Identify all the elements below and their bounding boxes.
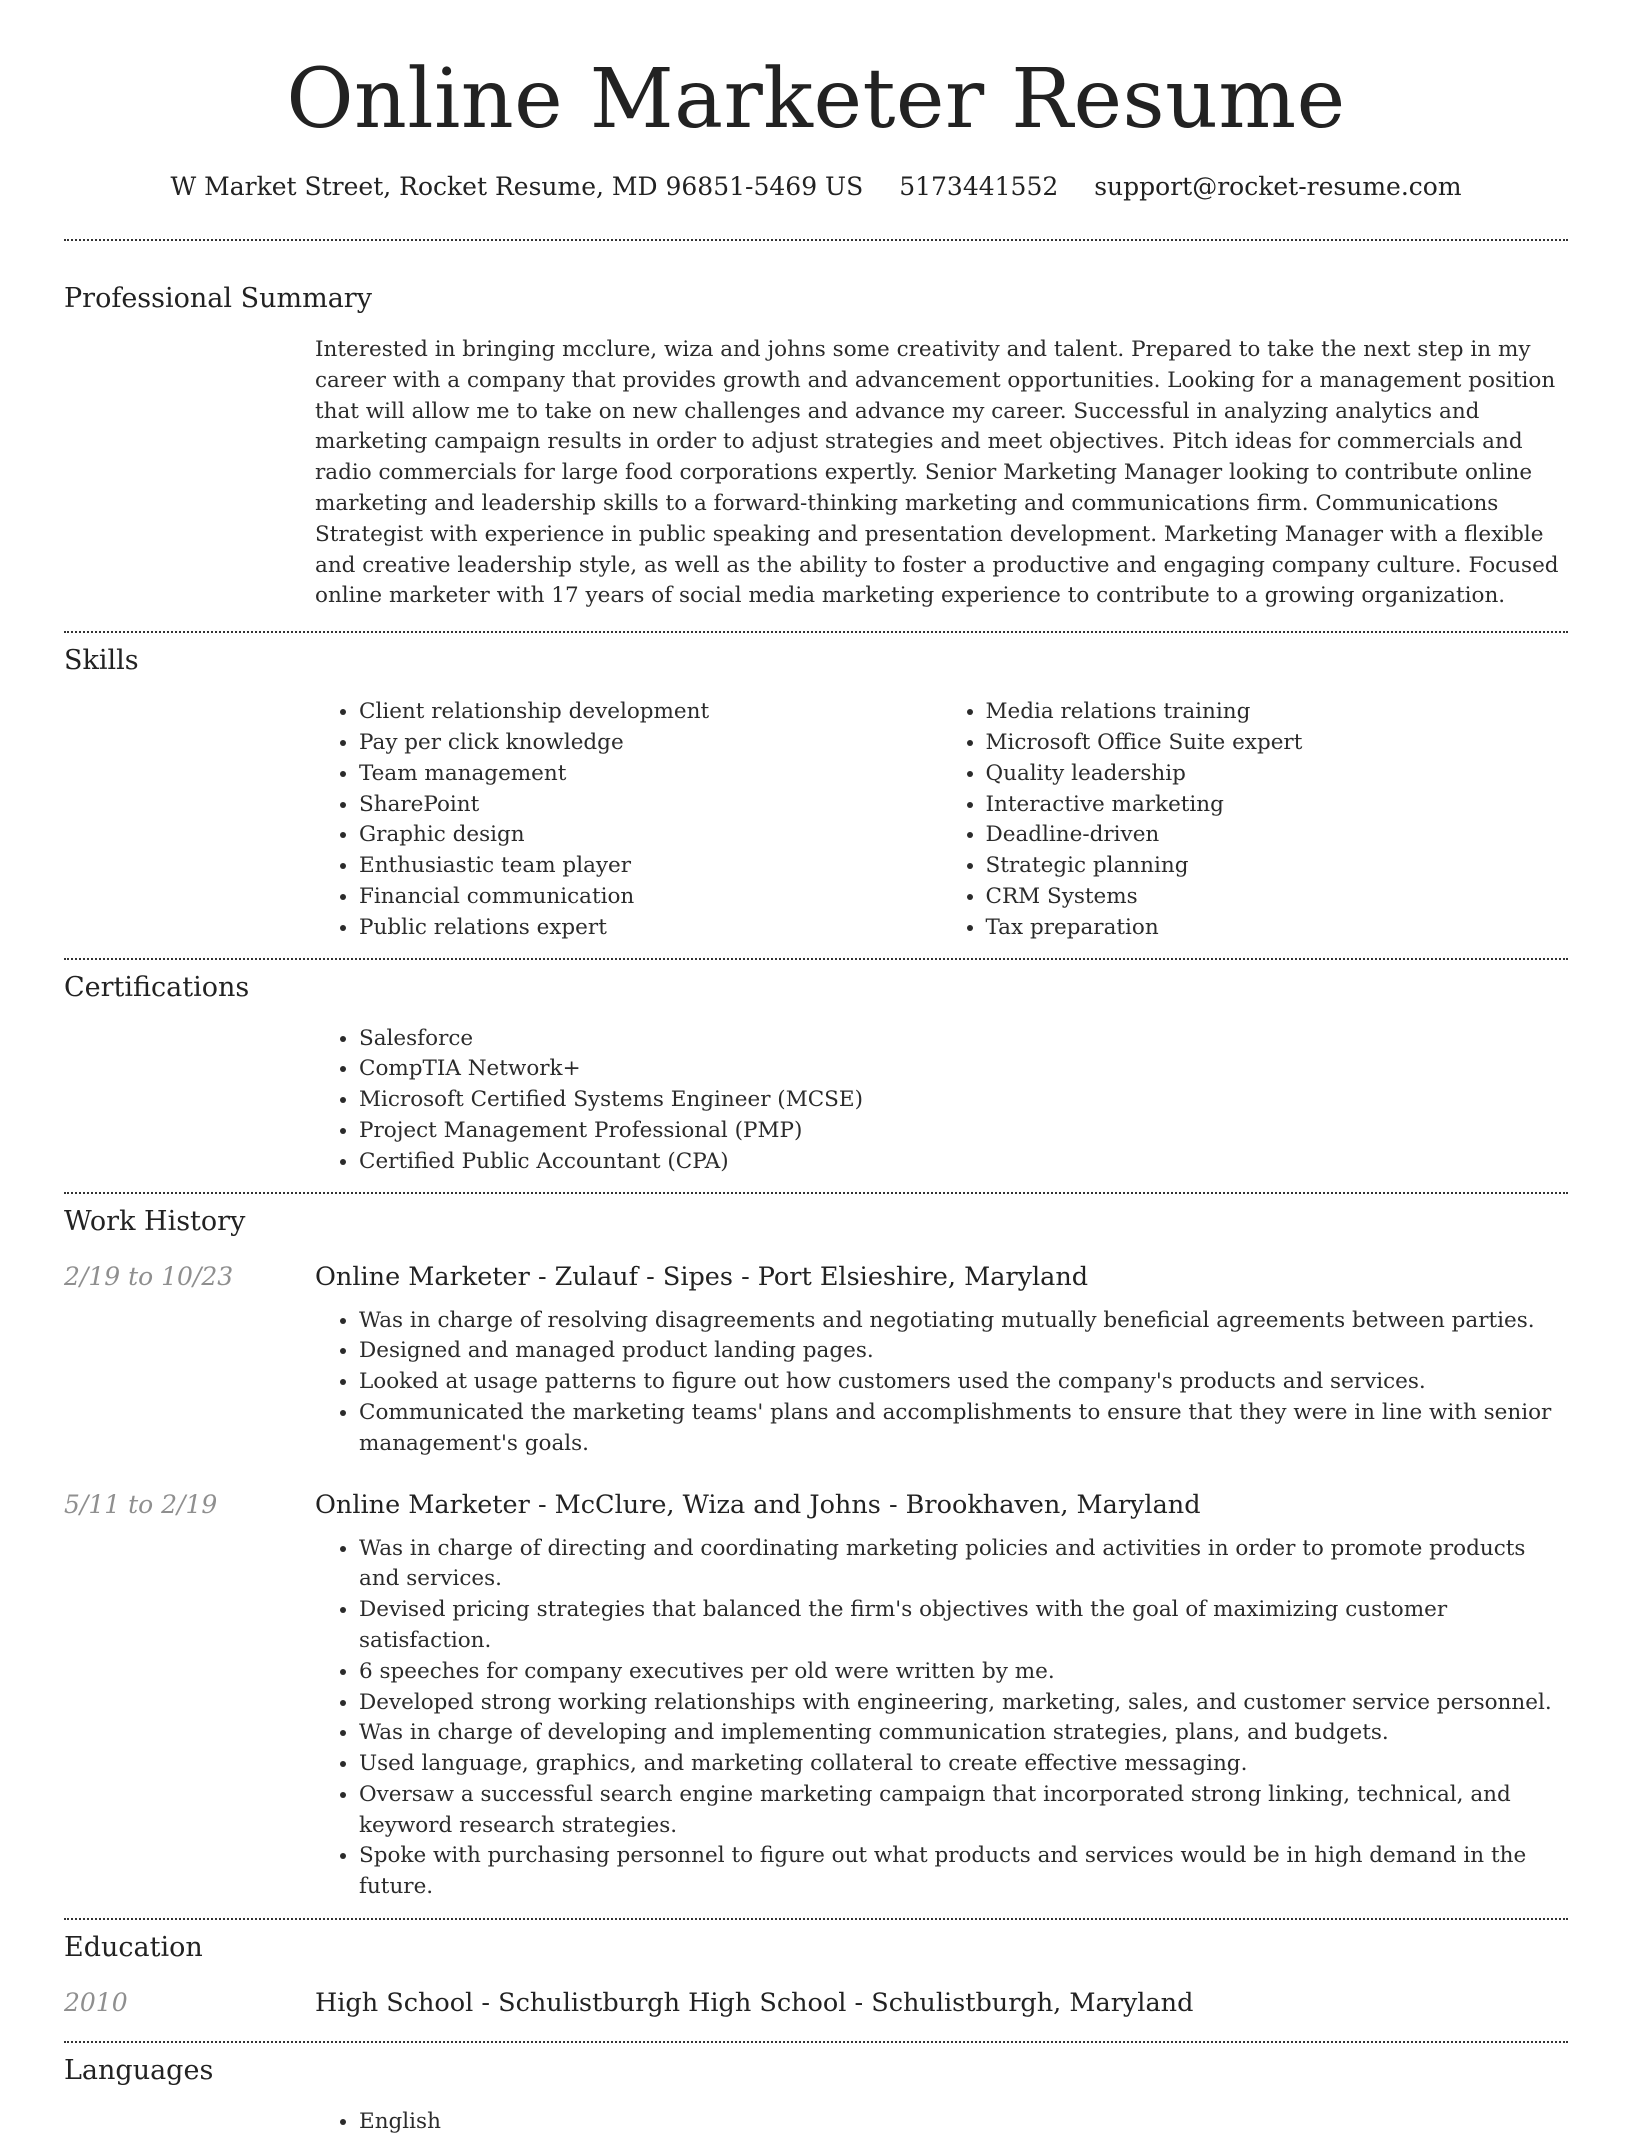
- job-bullets: [315, 1306, 1568, 1460]
- divider: [64, 239, 1568, 241]
- divider: [64, 958, 1568, 960]
- divider: [64, 1918, 1568, 1920]
- languages-section: [64, 2053, 1568, 2138]
- job-bullet: • Spoke with purchasing personnel to figure out what products and services would be in high demand in the future.: [359, 1841, 1568, 1903]
- job-bullet: • Looked at usage patterns to figure out how customers used the company's products and services.: [359, 1367, 1568, 1398]
- contact-email: support@rocket-resume.com: [1094, 172, 1462, 201]
- skill-item: • Team management: [359, 759, 942, 790]
- job-dates: 2/19 to 10/23: [64, 1261, 234, 1291]
- certifications-section: [64, 970, 1568, 1178]
- job-bullet: • 6 speeches for company executives per old were written by me.: [359, 1657, 1568, 1688]
- skills-section: [64, 643, 1568, 943]
- job-bullet: • Was in charge of directing and coordinating marketing policies and activities in order to promote products and services.: [359, 1534, 1568, 1596]
- certifications-list: [315, 1024, 1568, 1178]
- job-bullet: • Communicated the marketing teams' plans and accomplishments to ensure that they were in line with senior management's goals.: [359, 1398, 1568, 1460]
- job-header: [64, 1488, 1568, 1522]
- work-heading: Work History: [64, 1205, 246, 1237]
- job-header: [64, 1260, 1568, 1294]
- job-entry: [64, 1260, 1568, 1460]
- certifications-heading: Certifications: [64, 971, 250, 1003]
- divider: [64, 631, 1568, 633]
- education-year: 2010: [64, 1988, 128, 2018]
- divider: [64, 2041, 1568, 2043]
- skills-columns: [315, 697, 1568, 943]
- language-item: • English: [359, 2107, 1568, 2138]
- job-bullet: • Devised pricing strategies that balanced the firm's objectives with the goal of maximizing customer satisfaction.: [359, 1595, 1568, 1657]
- skill-item: • Interactive marketing: [986, 790, 1569, 821]
- summary-content: [315, 335, 1568, 612]
- skill-item: • CRM Systems: [986, 882, 1569, 913]
- certifications-content: [315, 1024, 1568, 1178]
- certification-item: • Microsoft Certified Systems Engineer (MCSE): [359, 1085, 1568, 1116]
- job-entry: [64, 1488, 1568, 1904]
- job-bullet: • Used language, graphics, and marketing collateral to create effective messaging.: [359, 1749, 1568, 1780]
- job-bullet: • Was in charge of developing and implementing communication strategies, plans, and budgets.: [359, 1718, 1568, 1749]
- skill-item: • Tax preparation: [986, 913, 1569, 944]
- summary-heading: Professional Summary: [64, 283, 372, 314]
- job-details: [315, 1534, 1568, 1904]
- skill-item: • Public relations expert: [359, 913, 942, 944]
- education-entry: [64, 1986, 1568, 2020]
- job-details: [315, 1306, 1568, 1460]
- skill-item: • Graphic design: [359, 820, 942, 851]
- skills-list-right: [942, 697, 1569, 943]
- summary-section: [64, 281, 1568, 612]
- skill-item: • Quality leadership: [986, 759, 1569, 790]
- skill-item: • Deadline-driven: [986, 820, 1569, 851]
- certification-item: • Project Management Professional (PMP): [359, 1116, 1568, 1147]
- skill-item: • Pay per click knowledge: [359, 728, 942, 759]
- skill-item: • Media relations training: [986, 697, 1569, 728]
- resume-page: [64, 0, 1568, 2138]
- education-degree: High School - Schulistburgh High School - Schulistburgh, Maryland: [315, 1988, 1194, 2019]
- summary-text: Interested in bringing mcclure, wiza and johns some creativity and talent. Prepared to take the next step in my career with a company that provides growth and advancement opportunities. Looking for a management position that will allow me to take on new challenges and advance my career. Successful in analyzing analytics and marketing campaign results in order to adjust strategies and meet objectives. Pitch ideas for commercials and radio commercials for large food corporations expertly. Senior Marketing Manager looking to contribute online marketing and leadership skills to a forward-thinking marketing and communications firm. Communications Strategist with experience in public speaking and presentation development. Marketing Manager with a flexible and creative leadership style, as well as the ability to foster a productive and engaging company culture. Focused online marketer with 17 years of social media marketing experience to contribute to a growing organization.: [315, 337, 1559, 609]
- skill-item: • Financial communication: [359, 882, 942, 913]
- skill-item: • Client relationship development: [359, 697, 942, 728]
- skill-item: • SharePoint: [359, 790, 942, 821]
- contact-address: W Market Street, Rocket Resume, MD 96851-5469 US: [170, 172, 864, 201]
- education-heading: Education: [64, 1932, 203, 1964]
- job-title: Online Marketer - McClure, Wiza and Johns - Brookhaven, Maryland: [315, 1489, 1201, 1520]
- job-dates: 5/11 to 2/19: [64, 1489, 218, 1519]
- divider: [64, 1192, 1568, 1194]
- skills-heading: Skills: [64, 645, 139, 677]
- job-title: Online Marketer - Zulauf - Sipes - Port Elsieshire, Maryland: [315, 1261, 1089, 1292]
- contact-line: [64, 170, 1568, 204]
- certification-item: • Salesforce: [359, 1024, 1568, 1055]
- job-bullets: [315, 1534, 1568, 1904]
- skills-list-left: [315, 697, 942, 943]
- education-section: [64, 1930, 1568, 2020]
- skill-item: • Enthusiastic team player: [359, 851, 942, 882]
- contact-phone: 5173441552: [899, 172, 1059, 201]
- skill-item: • Microsoft Office Suite expert: [986, 728, 1569, 759]
- languages-heading: Languages: [64, 2055, 214, 2087]
- certification-item: • Certified Public Accountant (CPA): [359, 1147, 1568, 1178]
- job-bullet: • Developed strong working relationships with engineering, marketing, sales, and customer service personnel.: [359, 1688, 1568, 1719]
- resume-title: Online Marketer Resume: [286, 52, 1346, 147]
- work-section: [64, 1204, 1568, 1904]
- job-bullet: • Oversaw a successful search engine marketing campaign that incorporated strong linking, technical, and keyword research strategies.: [359, 1780, 1568, 1842]
- job-bullet: • Was in charge of resolving disagreements and negotiating mutually beneficial agreements between parties.: [359, 1306, 1568, 1337]
- job-bullet: • Designed and managed product landing pages.: [359, 1336, 1568, 1367]
- skill-item: • Strategic planning: [986, 851, 1569, 882]
- certification-item: • CompTIA Network+: [359, 1054, 1568, 1085]
